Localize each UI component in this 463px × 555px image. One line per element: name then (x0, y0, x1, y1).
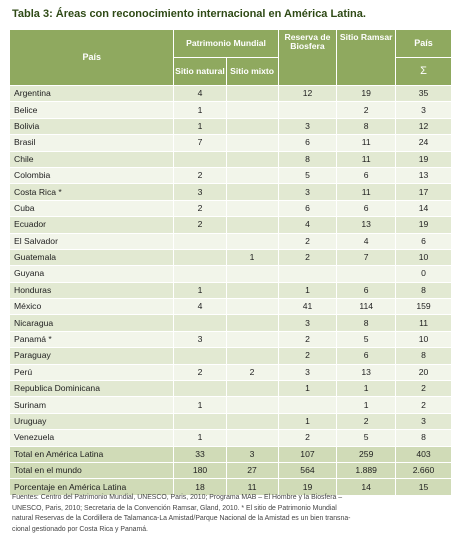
country-cell: Bolivia (10, 118, 174, 134)
sitio-mixto-cell (226, 233, 278, 249)
reserva-cell: 3 (278, 364, 337, 380)
sigma-symbol: Σ (396, 58, 451, 86)
total-cell: 17 (396, 184, 451, 200)
sitio-natural-cell: 1 (174, 397, 226, 413)
table-row (10, 184, 451, 200)
country-cell: Surinam (10, 397, 174, 413)
sitio-mixto-cell (226, 151, 278, 167)
header-pais: País (10, 30, 174, 86)
ramsar-cell: 6 (337, 200, 396, 216)
country-cell: Guatemala (10, 249, 174, 265)
reserva-cell (278, 397, 337, 413)
total-cell: 8 (396, 430, 451, 446)
country-cell: Perú (10, 364, 174, 380)
sitio-mixto-cell (226, 184, 278, 200)
country-cell: Paraguay (10, 348, 174, 364)
reserva-cell: 2 (278, 430, 337, 446)
ramsar-cell: 1 (337, 397, 396, 413)
ramsar-cell: 6 (337, 282, 396, 298)
country-cell: Costa Rica * (10, 184, 174, 200)
reserva-cell: 2 (278, 233, 337, 249)
table-row (10, 430, 451, 446)
total-cell: 14 (396, 200, 451, 216)
reserva-cell: 2 (278, 331, 337, 347)
total-cell: 3 (396, 102, 451, 118)
table-row (10, 315, 451, 331)
total-cell: 35 (396, 86, 451, 102)
reserva-cell: 107 (278, 446, 337, 462)
sitio-natural-cell (174, 315, 226, 331)
total-cell: 2.660 (396, 462, 451, 478)
total-cell: 6 (396, 233, 451, 249)
country-cell: Total en el mundo (10, 462, 174, 478)
sitio-natural-cell: 2 (174, 364, 226, 380)
sitio-mixto-cell: 27 (226, 462, 278, 478)
table-row (10, 233, 451, 249)
total-cell: 20 (396, 364, 451, 380)
total-cell: 0 (396, 266, 451, 282)
reserva-cell: 4 (278, 217, 337, 233)
sitio-mixto-cell (226, 266, 278, 282)
total-row (10, 462, 451, 478)
country-cell: Guyana (10, 266, 174, 282)
table-row (10, 200, 451, 216)
table-row (10, 348, 451, 364)
table-row (10, 381, 451, 397)
ramsar-cell: 1 (337, 381, 396, 397)
total-cell: 8 (396, 282, 451, 298)
reserva-cell: 564 (278, 462, 337, 478)
sitio-natural-cell: 1 (174, 282, 226, 298)
table-row (10, 217, 451, 233)
header-patrimonio: Patrimonio Mundial (174, 30, 278, 58)
sitio-natural-cell (174, 233, 226, 249)
ramsar-cell: 4 (337, 233, 396, 249)
country-cell: Uruguay (10, 413, 174, 429)
total-cell: 159 (396, 299, 451, 315)
sitio-natural-cell (174, 151, 226, 167)
ramsar-cell: 114 (337, 299, 396, 315)
reserva-cell: 3 (278, 184, 337, 200)
sitio-mixto-cell (226, 381, 278, 397)
header-sitio-mixto: Sitio mixto (226, 58, 278, 86)
reserva-cell: 8 (278, 151, 337, 167)
footnote-line: Fuentes: Centro del Patrimonio Mundial, UNESCO, Paris, 2010; Programa MAB – El Hombre y la Biosfera – (12, 494, 343, 501)
sitio-mixto-cell (226, 430, 278, 446)
ramsar-cell: 19 (337, 86, 396, 102)
sitio-natural-cell (174, 413, 226, 429)
reserva-cell (278, 102, 337, 118)
reserva-cell: 1 (278, 413, 337, 429)
reserva-cell: 1 (278, 282, 337, 298)
sitio-natural-cell (174, 249, 226, 265)
table-row (10, 266, 451, 282)
total-cell: 12 (396, 118, 451, 134)
footnote-line: UNESCO, Paris, 2010; Secretaria de la Convención Ramsar, Gland, 2010. * El sitio de Patrimonio Mundial (12, 504, 337, 512)
reserva-cell (278, 266, 337, 282)
sitio-mixto-cell: 11 (226, 479, 278, 495)
ramsar-cell: 11 (337, 151, 396, 167)
total-cell: 403 (396, 446, 451, 462)
country-cell: Brasil (10, 135, 174, 151)
sitio-mixto-cell: 1 (226, 249, 278, 265)
sitio-mixto-cell (226, 282, 278, 298)
sitio-mixto-cell (226, 86, 278, 102)
total-cell: 2 (396, 397, 451, 413)
country-cell: Chile (10, 151, 174, 167)
ramsar-cell: 2 (337, 413, 396, 429)
ramsar-cell: 8 (337, 315, 396, 331)
header-pais-total: País (396, 30, 451, 58)
sitio-natural-cell: 2 (174, 167, 226, 183)
total-cell: 8 (396, 348, 451, 364)
reserva-cell: 5 (278, 167, 337, 183)
sitio-mixto-cell (226, 413, 278, 429)
footnote-line: natural Reservas de la Cordillera de Talamanca-La Amistad/Parque Nacional de la Amistad es un bien transna- (12, 515, 351, 523)
sitio-natural-cell: 1 (174, 118, 226, 134)
sitio-mixto-cell (226, 315, 278, 331)
country-cell: Total en América Latina (10, 446, 174, 462)
sitio-mixto-cell (226, 135, 278, 151)
table-row (10, 397, 451, 413)
ramsar-cell: 259 (337, 446, 396, 462)
total-cell: 15 (396, 479, 451, 495)
ramsar-cell: 13 (337, 217, 396, 233)
ramsar-cell: 1.889 (337, 462, 396, 478)
total-cell: 24 (396, 135, 451, 151)
sitio-natural-cell: 180 (174, 462, 226, 478)
country-cell: Argentina (10, 86, 174, 102)
total-cell: 10 (396, 249, 451, 265)
country-cell: Cuba (10, 200, 174, 216)
total-cell: 19 (396, 151, 451, 167)
reserva-cell: 6 (278, 135, 337, 151)
table-row (10, 151, 451, 167)
ramsar-cell: 14 (337, 479, 396, 495)
sitio-natural-cell: 2 (174, 200, 226, 216)
areas-table (10, 30, 451, 496)
sitio-mixto-cell (226, 167, 278, 183)
ramsar-cell: 6 (337, 167, 396, 183)
reserva-cell: 2 (278, 348, 337, 364)
sitio-mixto-cell (226, 348, 278, 364)
table-row (10, 331, 451, 347)
ramsar-cell: 11 (337, 135, 396, 151)
header-row (10, 30, 451, 58)
country-cell: Colombia (10, 167, 174, 183)
reserva-cell: 3 (278, 118, 337, 134)
table-row (10, 118, 451, 134)
sitio-natural-cell (174, 348, 226, 364)
ramsar-cell: 13 (337, 364, 396, 380)
table-row (10, 282, 451, 298)
total-cell: 11 (396, 315, 451, 331)
table-row (10, 86, 451, 102)
reserva-cell: 3 (278, 315, 337, 331)
country-cell: Ecuador (10, 217, 174, 233)
ramsar-cell: 2 (337, 102, 396, 118)
country-cell: Honduras (10, 282, 174, 298)
total-row (10, 446, 451, 462)
table-row (10, 364, 451, 380)
ramsar-cell: 11 (337, 184, 396, 200)
table-row (10, 299, 451, 315)
header-reserva: Reserva de Biosfera (278, 30, 337, 86)
sitio-mixto-cell (226, 397, 278, 413)
sitio-mixto-cell: 2 (226, 364, 278, 380)
reserva-cell: 41 (278, 299, 337, 315)
sitio-natural-cell: 33 (174, 446, 226, 462)
ramsar-cell: 8 (337, 118, 396, 134)
total-cell: 3 (396, 413, 451, 429)
total-cell: 13 (396, 167, 451, 183)
sitio-natural-cell (174, 381, 226, 397)
sitio-mixto-cell (226, 102, 278, 118)
reserva-cell: 2 (278, 249, 337, 265)
ramsar-cell: 5 (337, 331, 396, 347)
sitio-mixto-cell: 3 (226, 446, 278, 462)
sitio-natural-cell: 1 (174, 102, 226, 118)
header-sitio-natural: Sitio natural (174, 58, 226, 86)
country-cell: Porcentaje en América Latina (10, 479, 174, 495)
reserva-cell: 6 (278, 200, 337, 216)
sitio-mixto-cell (226, 217, 278, 233)
sitio-natural-cell: 4 (174, 86, 226, 102)
table-row (10, 249, 451, 265)
total-cell: 19 (396, 217, 451, 233)
sitio-natural-cell: 4 (174, 299, 226, 315)
table-title: Tabla 3: Áreas con reconocimiento internacional en América Latina. (12, 8, 366, 20)
footnote (12, 493, 452, 535)
ramsar-cell (337, 266, 396, 282)
sitio-natural-cell: 2 (174, 217, 226, 233)
sitio-mixto-cell (226, 200, 278, 216)
footnote-line: cional gestionado por Costa Rica y Panamá. (12, 525, 148, 533)
country-cell: Republica Dominicana (10, 381, 174, 397)
ramsar-cell: 7 (337, 249, 396, 265)
total-cell: 2 (396, 381, 451, 397)
reserva-cell: 12 (278, 86, 337, 102)
sitio-natural-cell: 7 (174, 135, 226, 151)
table-row (10, 167, 451, 183)
table-body (10, 86, 451, 496)
country-cell: Panamá * (10, 331, 174, 347)
table-row (10, 102, 451, 118)
header-ramsar: Sitio Ramsar (337, 30, 396, 86)
sitio-natural-cell: 1 (174, 430, 226, 446)
sitio-mixto-cell (226, 118, 278, 134)
country-cell: México (10, 299, 174, 315)
table-row (10, 135, 451, 151)
country-cell: El Salvador (10, 233, 174, 249)
sitio-mixto-cell (226, 331, 278, 347)
total-cell: 10 (396, 331, 451, 347)
table-row (10, 413, 451, 429)
sitio-natural-cell (174, 266, 226, 282)
sitio-natural-cell: 18 (174, 479, 226, 495)
sitio-natural-cell: 3 (174, 331, 226, 347)
ramsar-cell: 5 (337, 430, 396, 446)
ramsar-cell: 6 (337, 348, 396, 364)
country-cell: Venezuela (10, 430, 174, 446)
country-cell: Nicaragua (10, 315, 174, 331)
sitio-mixto-cell (226, 299, 278, 315)
country-cell: Belice (10, 102, 174, 118)
sitio-natural-cell: 3 (174, 184, 226, 200)
reserva-cell: 19 (278, 479, 337, 495)
reserva-cell: 1 (278, 381, 337, 397)
